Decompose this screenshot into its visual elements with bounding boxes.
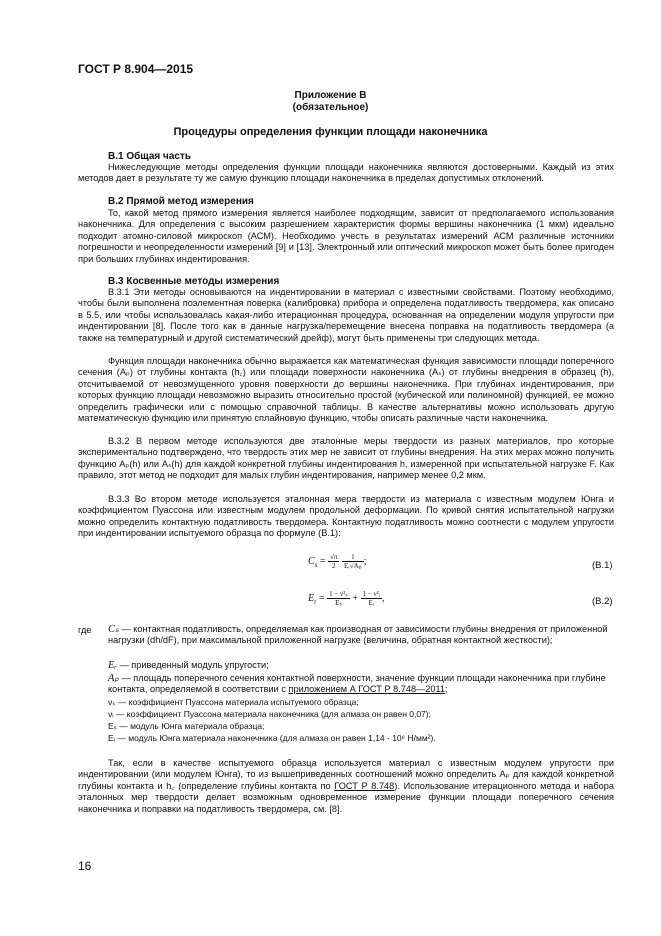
document-code: ГОСТ Р 8.904—2015 <box>78 62 194 76</box>
equation-b2-label: (В.2) <box>592 596 613 607</box>
eq2-frac1: $\frac{\text{1 − ν²ₛ}}{\text{Eₛ}}$ <box>329 590 348 607</box>
definition-vi: νᵢ — коэффициент Пуассона материала наконечника (для алмаза он равен 0,07); <box>108 709 431 719</box>
section-b3-2-text: В.3.2 В первом методе используются две эталонные меры твердости из разных материалов, про которые экспериментально подтверждено, что твердость этих мер не зависит от глубины внедрения. На этих мерах можно получить функцию Aₚ(h) или Aₛ(h) для каждой конкретной глубины индентирования h, измеренной при испытательной нагрузке F. Как правило, этот метод не подходит для малых глубин индентирования, например менее 0,2 мкм. <box>78 436 614 481</box>
appendix-note: (обязательное) <box>292 102 369 113</box>
section-b1-text: Нижеследующие методы определения функции площади наконечника являются достоверными. Каждый из этих методов дает в результате ту же самую функцию площади наконечника в пределах допустимых отклонений. <box>78 162 614 184</box>
closing-paragraph: Так, если в качестве испытуемого образца используется материал с известным модулем упругости при индентировании (или модулем Юнга), то из вышеприведенных соотношений можно определить Aₚ для каждой конкретной глубины контакта и h꜀ (определение глубины контакта по ГОСТ Р 8.748). Использование итерационного метода и набора эталонных мер твердости делает возможным одновременное измерение функции площади поперечного сечения наконечника и поправки на податливость твердомера, см. [8]. <box>78 758 614 814</box>
section-b3-1-text: В.3.1 Эти методы основываются на индентировании в материал с известными свойствами. Поэтому необходимо, чтобы были выполнена поэлементная поверка (калибровка) прибора и определена податливость твердомера, как описано в 5.5, или чтобы использовалась какая-либо итерационная процедура, основанная на определении модуля упругости при индентировании [8]. После того как в данные нагрузка/перемещение внесена поправка на податливость твердомера (а также на температурный и другой систематический дрейф), могут быть применены три следующих метода. <box>78 287 614 343</box>
section-b2-text: То, какой метод прямого измерения является наиболее подходящим, зависит от предполагаемого использования наконечника. Для определения с высоким разрешением характеристик формы вершины наконечника (1 мкм) идеально подходит атомно-силовой микроскоп (АСМ). Необходимо учесть в результатах измерений АСМ различные источники погрешности и неопределенности измерений [9] и [13]. Электронный или оптический микроскоп может быть более пригоден при больших глубинах индентирования. <box>78 208 614 264</box>
definition-ap: Aₚ — площадь поперечного сечения контактной поверхности, значение функции площади наконечника при глубине контакта, определяемой в соответствии с приложением А ГОСТ Р 8.748—2011; <box>108 673 606 695</box>
section-b2-heading: В.2 Прямой метод измерения <box>108 196 254 207</box>
appendix-title: Приложение В <box>294 90 367 101</box>
eq1-frac2: $\frac{1}{\text{Eᵣ√Aₚ}}$ <box>343 553 362 570</box>
page-number: 16 <box>78 859 92 873</box>
definition-ei: Eᵢ — модуль Юнга материала наконечника (для алмаза он равен 1,14 · 10⁶ Н/мм²). <box>108 733 436 743</box>
link-gost-8748[interactable]: ГОСТ Р 8.748 <box>334 780 395 791</box>
definition-es: Eₛ — модуль Юнга материала образца; <box>108 721 265 731</box>
link-appendix-a-gost-8748[interactable]: приложением А ГОСТ Р 8.748—2011 <box>288 684 446 695</box>
section-b3-3-text: В.3.3 Во втором методе используется эталонная мера твердости из материала с известным модулем Юнга и коэффициентом Пуассона или известным модулем продольной деформации. По кривой снятия испытательной нагрузки можно определить контактную податливость твердомера. Контактную податливость можно соотнести с модулем упругости при индентировании испытуемого образца по формуле (В.1): <box>78 494 614 539</box>
where-label: где <box>78 625 92 635</box>
definition-vs: νₛ — коэффициент Пуассона материала испытуемого образца; <box>108 697 359 707</box>
eq1-frac1: $\frac{√\pi}{2}$ <box>330 553 338 570</box>
section-b3-heading: В.3 Косвенные методы измерения <box>108 276 280 287</box>
definition-cs: Cₛ — контактная податливость, определяемая как производная от зависимости глубины внедрения от приложенной нагрузки (dh/dF), при максимальной приложенной нагрузке (величина, обратная контактной жесткости); <box>108 624 608 646</box>
equation-b1: $C_s$ = $\frac{√\pi}{2}$ $\frac{1}{\text{Eᵣ√Aₚ}}$ ; <box>308 553 367 570</box>
main-title: Процедуры определения функции площади наконечника <box>173 126 488 138</box>
equation-b1-label: (В.1) <box>592 560 613 571</box>
eq1-lhs: C <box>308 555 315 567</box>
section-b3-area-function-text: Функция площади наконечника обычно выражается как математическая функция зависимости площади поперечного сечения (Aₚ) от глубины контакта (h꜀) или площади поверхности наконечника (Aₛ) от глубины внедрения в образец (h), отсчитываемой от невозмущенного уровня поверхности до вершины наконечника. При глубинах индентирования, при которых функцию площади невозможно выразить относительно простой (кубической или полиномной) функцией, ее можно определить графически или с помощью справочной таблицы. В качестве альтернативы можно использовать другую математическую функцию или принятую сплайновую функцию, чтобы описать различные части наконечника. <box>78 356 614 424</box>
eq2-lhs: E <box>308 592 315 604</box>
section-b1-heading: В.1 Общая часть <box>108 151 192 162</box>
eq2-frac2: $\frac{\text{1 − ν²ᵢ}}{\text{Eᵢ}}$ <box>362 590 380 607</box>
definition-er: Eᵣ — приведенный модуль упругости; <box>108 660 269 671</box>
equation-b2: $E_r$ = $\frac{\text{1 − ν²ₛ}}{\text{Eₛ}}$ + $\frac{\text{1 − ν²ᵢ}}{\text{Eᵢ}}$ , <box>308 590 385 607</box>
